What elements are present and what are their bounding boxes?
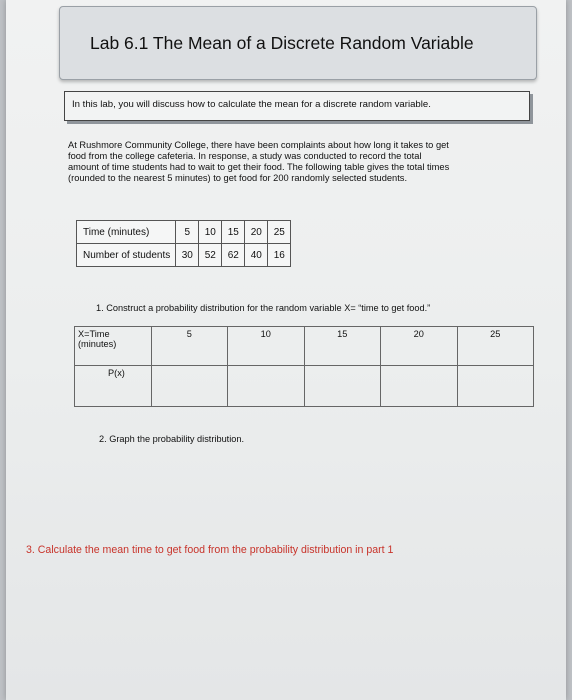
time-cell: 10 bbox=[199, 221, 222, 244]
question-1: 1. Construct a probability distribution for the random variable X= “time to get food.” bbox=[96, 303, 431, 313]
x-header-cell bbox=[75, 327, 152, 366]
table-row bbox=[75, 327, 534, 366]
table-row bbox=[77, 221, 291, 244]
time-cell: 25 bbox=[268, 221, 291, 244]
paragraph-line: amount of time students had to wait to get their food. The following table gives the total times bbox=[68, 162, 450, 172]
students-cell: 62 bbox=[222, 244, 245, 267]
students-header: Number of students bbox=[77, 244, 176, 267]
students-cell: 40 bbox=[245, 244, 268, 267]
paragraph-line: (rounded to the nearest 5 minutes) to get food for 200 randomly selected students. bbox=[68, 173, 408, 183]
x-value-cell: 10 bbox=[228, 327, 305, 366]
table-row bbox=[77, 244, 291, 267]
question-2: 2. Graph the probability distribution. bbox=[99, 434, 245, 444]
p-value-cell[interactable] bbox=[228, 366, 305, 407]
page-title: Lab 6.1 The Mean of a Discrete Random Variable bbox=[90, 33, 474, 53]
p-value-cell[interactable] bbox=[151, 366, 228, 407]
time-header: Time (minutes) bbox=[77, 221, 176, 244]
students-cell: 52 bbox=[199, 244, 222, 267]
scenario-paragraph bbox=[68, 140, 528, 184]
p-value-cell[interactable] bbox=[381, 366, 458, 407]
x-value-cell: 25 bbox=[457, 327, 534, 366]
x-value-cell: 15 bbox=[304, 327, 381, 366]
worksheet-page bbox=[6, 0, 566, 700]
intro-text: In this lab, you will discuss how to calculate the mean for a discrete random variable. bbox=[72, 99, 431, 110]
p-value-cell[interactable] bbox=[304, 366, 381, 407]
probability-distribution-table bbox=[74, 326, 534, 407]
time-cell: 20 bbox=[245, 221, 268, 244]
time-cell: 15 bbox=[222, 221, 245, 244]
x-value-cell: 20 bbox=[381, 327, 458, 366]
intro-box bbox=[64, 91, 530, 121]
x-value-cell: 5 bbox=[151, 327, 228, 366]
x-header-line: (minutes) bbox=[78, 339, 117, 349]
p-value-cell[interactable] bbox=[457, 366, 534, 407]
p-header-label: P(x) bbox=[108, 368, 125, 378]
p-header-cell bbox=[75, 366, 152, 407]
question-3: 3. Calculate the mean time to get food from the probability distribution in part 1 bbox=[26, 544, 394, 556]
students-cell: 30 bbox=[176, 244, 199, 267]
title-box bbox=[59, 6, 537, 80]
students-cell: 16 bbox=[268, 244, 291, 267]
x-header-line: X=Time bbox=[78, 329, 110, 339]
time-cell: 5 bbox=[176, 221, 199, 244]
table-row bbox=[75, 366, 534, 407]
wait-time-table bbox=[76, 220, 291, 267]
paragraph-line: food from the college cafeteria. In response, a study was conducted to record the total bbox=[68, 151, 422, 161]
paragraph-line: At Rushmore Community College, there have been complaints about how long it takes to get bbox=[68, 140, 449, 150]
